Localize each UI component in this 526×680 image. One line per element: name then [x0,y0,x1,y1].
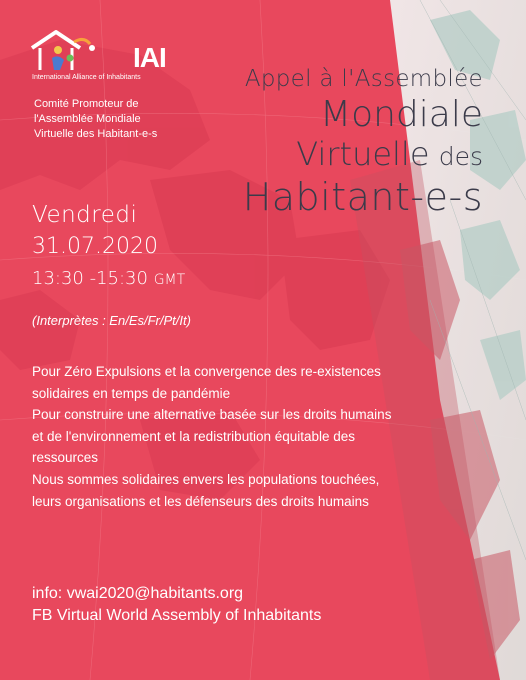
contact-facebook[interactable]: FB Virtual World Assembly of Inhabitants [32,607,322,624]
committee-line: l'Assemblée Mondiale [34,113,141,125]
committee-text [34,97,224,142]
committee-line: Virtuelle des Habitant-e-s [34,128,158,140]
body-paragraph: Nous sommes solidaires envers les populations touchées, leurs organisations et les défenseurs des droits humains [32,471,380,509]
logo-caption: International Alliance of Inhabitants [32,74,141,81]
logo-acronym: IAI [133,42,166,73]
event-day: Vendredi [32,202,138,228]
iai-logo [22,24,222,94]
title-line-2: Mondiale [320,94,483,135]
event-date: 31.07.2020 [32,234,158,259]
main-title [243,64,483,219]
committee-line: Comité Promoteur de [34,98,139,110]
title-word-des: des [438,142,483,171]
body-text [32,361,392,512]
title-line-3 [243,136,483,175]
title-line-4: Habitant-e-s [242,175,483,219]
title-word-virtuelle: Virtuelle [296,135,430,173]
contact-email[interactable]: info: vwai2020@habitants.org [32,585,244,602]
body-paragraph: Pour Zéro Expulsions et la convergence des re-existences solidaires en temps de pandémie [32,364,381,401]
body-paragraph: Pour construire une alternative basée sur les droits humains et de l'environnement et la redistribution équitable des ressources [32,407,392,466]
house-logo-icon [30,28,102,74]
event-time-range: 13:30 -15:30 [32,268,148,289]
title-line-1: Appel à l'Assemblée [244,66,483,92]
event-time [32,266,185,293]
contact-info [32,583,321,627]
interpreters-note: (Interprètes : En/Es/Fr/Pt/It) [32,313,191,328]
event-date-block [32,200,185,293]
event-timezone: GMT [153,272,186,288]
